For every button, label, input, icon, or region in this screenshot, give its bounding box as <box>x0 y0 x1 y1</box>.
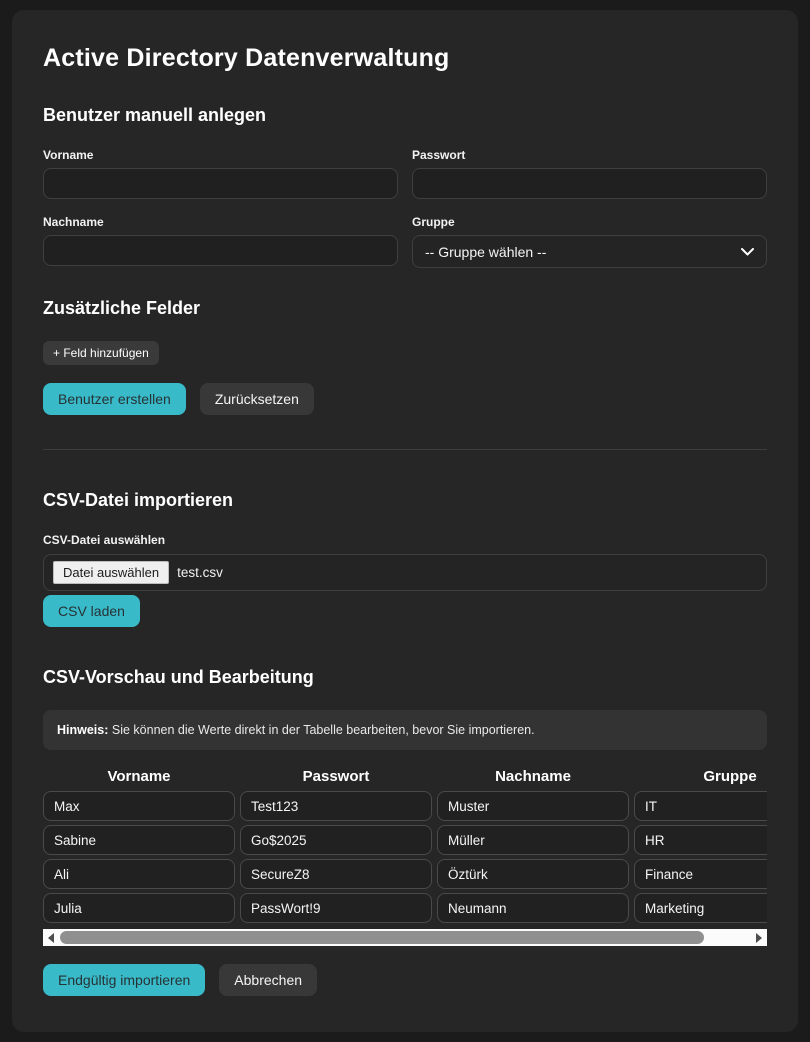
manual-section-heading: Benutzer manuell anlegen <box>43 105 267 125</box>
chevron-down-icon <box>741 248 754 256</box>
hint-box <box>43 710 767 750</box>
csv-cell-input[interactable]: Go$2025 <box>240 825 432 855</box>
csv-table-header-row <box>43 768 767 785</box>
csv-cell-input[interactable]: HR <box>634 825 767 855</box>
csv-table <box>43 768 767 927</box>
page-title: Active Directory Datenverwaltung <box>43 44 450 72</box>
passwort-label: Passwort <box>412 148 466 162</box>
vorname-input[interactable] <box>43 168 398 199</box>
hint-label: Hinweis: <box>57 723 109 737</box>
csv-import-heading: CSV-Datei importieren <box>43 490 234 510</box>
horizontal-scrollbar[interactable] <box>43 929 767 946</box>
csv-cell-input[interactable]: SecureZ8 <box>240 859 432 889</box>
csv-cell-input[interactable]: Julia <box>43 893 235 923</box>
csv-cell-input[interactable]: Öztürk <box>437 859 629 889</box>
csv-file-label: CSV-Datei auswählen <box>43 533 166 547</box>
csv-file-input[interactable] <box>43 554 767 591</box>
csv-cell-input[interactable]: Müller <box>437 825 629 855</box>
nachname-field <box>43 215 398 268</box>
csv-table-body <box>43 791 767 923</box>
section-divider <box>43 449 767 450</box>
gruppe-field <box>412 215 767 268</box>
table-row <box>43 859 767 889</box>
manual-form <box>43 148 767 268</box>
csv-cell-input[interactable]: PassWort!9 <box>240 893 432 923</box>
nachname-label: Nachname <box>43 215 104 229</box>
csv-cell-input[interactable]: Muster <box>437 791 629 821</box>
csv-cell-input[interactable]: IT <box>634 791 767 821</box>
choose-file-button[interactable]: Datei auswählen <box>53 561 169 584</box>
csv-preview-heading: CSV-Vorschau und Bearbeitung <box>43 667 314 687</box>
cancel-button[interactable]: Abbrechen <box>219 964 317 996</box>
extra-fields-heading: Zusätzliche Felder <box>43 298 201 318</box>
table-row <box>43 893 767 923</box>
table-row <box>43 825 767 855</box>
vorname-label: Vorname <box>43 148 94 162</box>
csv-cell-input[interactable]: Sabine <box>43 825 235 855</box>
scrollbar-track[interactable] <box>59 929 751 946</box>
column-header: Vorname <box>107 768 171 785</box>
csv-cell-input[interactable]: Test123 <box>240 791 432 821</box>
csv-cell-input[interactable]: Marketing <box>634 893 767 923</box>
gruppe-select[interactable] <box>412 235 767 268</box>
column-header: Nachname <box>495 768 571 785</box>
reset-button[interactable]: Zurücksetzen <box>200 383 314 415</box>
manual-actions <box>43 383 767 415</box>
final-import-button[interactable]: Endgültig importieren <box>43 964 205 996</box>
selected-file-name: test.csv <box>177 565 223 580</box>
csv-table-inner <box>43 768 767 923</box>
load-csv-button[interactable]: CSV laden <box>43 595 140 627</box>
create-user-button[interactable]: Benutzer erstellen <box>43 383 186 415</box>
import-actions <box>43 964 767 996</box>
scroll-right-arrow[interactable] <box>751 929 767 946</box>
gruppe-label: Gruppe <box>412 215 455 229</box>
csv-cell-input[interactable]: Finance <box>634 859 767 889</box>
add-field-button[interactable]: + Feld hinzufügen <box>43 341 159 365</box>
nachname-input[interactable] <box>43 235 398 266</box>
csv-cell-input[interactable]: Ali <box>43 859 235 889</box>
scrollbar-thumb[interactable] <box>60 931 704 944</box>
passwort-field <box>412 148 767 199</box>
main-card <box>12 10 798 1032</box>
gruppe-select-value: -- Gruppe wählen -- <box>425 243 547 260</box>
csv-cell-input[interactable]: Max <box>43 791 235 821</box>
table-row <box>43 791 767 821</box>
vorname-field <box>43 148 398 199</box>
passwort-input[interactable] <box>412 168 767 199</box>
column-header: Passwort <box>302 768 370 785</box>
column-header: Gruppe <box>703 768 757 785</box>
csv-cell-input[interactable]: Neumann <box>437 893 629 923</box>
hint-text: Sie können die Werte direkt in der Tabelle bearbeiten, bevor Sie importieren. <box>108 723 535 737</box>
scroll-left-arrow[interactable] <box>43 929 59 946</box>
